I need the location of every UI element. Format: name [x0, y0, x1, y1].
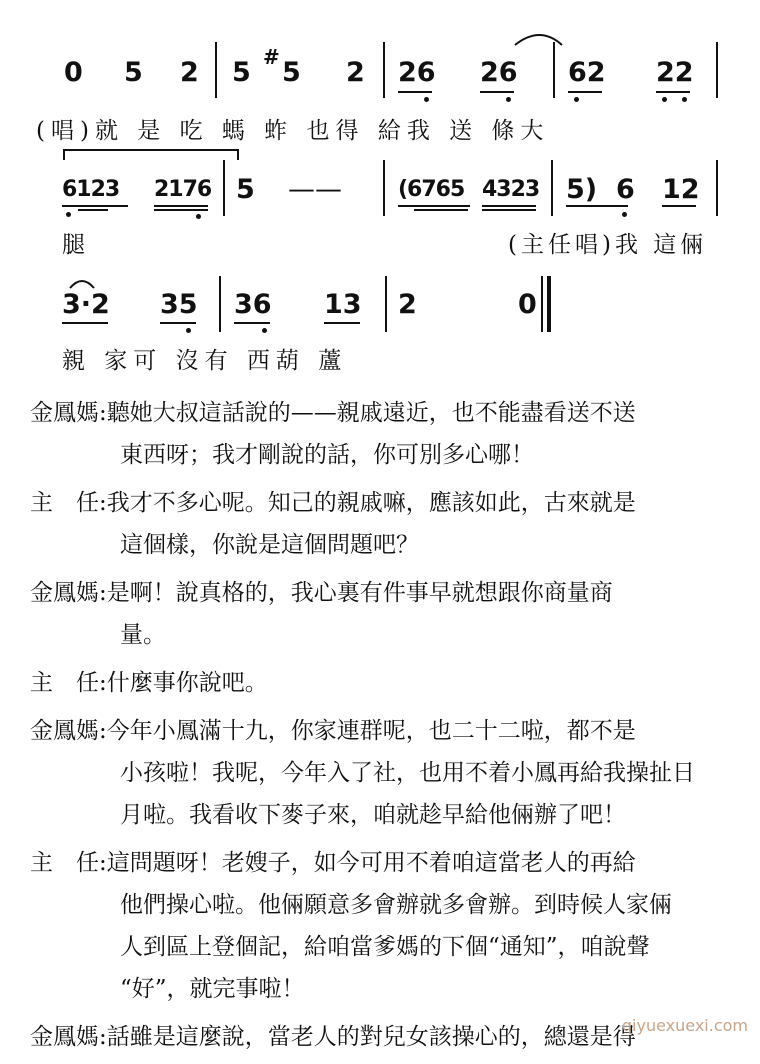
- dialogue-line: [30, 662, 730, 704]
- dialogue-text: 這個樣，你說是這個問題吧？: [120, 532, 419, 558]
- dialogue-text: 聽她大叔這話說的——親戚遠近，也不能盡看送不送: [106, 400, 636, 426]
- note: 22: [656, 57, 694, 88]
- bracket: [64, 150, 238, 160]
- note: 4323: [482, 177, 540, 202]
- dialogue-line: [30, 884, 730, 926]
- dialogue-line: [30, 524, 730, 566]
- dialogue-text: 量。: [120, 622, 166, 648]
- dialogue-text: 我才不多心呢。知己的親戚嘛，應該如此，古來就是: [106, 490, 636, 516]
- note: 2: [180, 57, 199, 88]
- dialogue-line: [30, 434, 730, 476]
- dialogue-line: [30, 968, 730, 1010]
- dialogue-line: [30, 752, 730, 794]
- dialogue-text: 他們操心啦。他倆願意多會辦就多會辦。到時候人家倆: [120, 892, 672, 918]
- note: 3·2: [62, 289, 110, 320]
- note: 26: [480, 57, 518, 88]
- lyrics-line: (唱)就 是 吃 螞 蚱 也得 給我 送 條大: [36, 118, 550, 144]
- watermark: qiyuexuexi.com: [621, 1016, 748, 1035]
- dialogue-text: 是啊！說真格的，我心裏有件事早就想跟你商量商: [106, 580, 613, 606]
- note: 62: [568, 57, 606, 88]
- note: 2: [346, 57, 365, 88]
- speaker-name: 主 任:: [30, 490, 107, 516]
- dialogue-paragraph: [30, 710, 730, 836]
- note: 36: [234, 289, 272, 320]
- note: 26: [398, 57, 436, 88]
- dash: ——: [288, 174, 342, 205]
- dialogue-paragraph: [30, 392, 730, 476]
- dialogue-line: [30, 710, 730, 752]
- speaker-name: 主 任:: [30, 850, 107, 876]
- note: 2: [398, 289, 417, 320]
- note: 0: [64, 57, 83, 88]
- slur: [515, 35, 562, 45]
- dialogue-text: 什麼事你說吧。: [106, 670, 268, 696]
- lyrics-line: 腿: [62, 232, 91, 258]
- speaker-name: 金鳳媽:: [30, 400, 107, 426]
- dialogue-text: 東西呀；我才剛說的話，你可別多心哪！: [120, 442, 534, 468]
- slur: [70, 281, 94, 288]
- note: 0: [518, 289, 537, 320]
- dialogue-text: 今年小鳳滿十九，你家連群呢，也二十二啦，都不是: [106, 718, 636, 744]
- lyrics-line: (主任唱)我 這倆: [508, 232, 708, 258]
- dialogue: [30, 392, 730, 1064]
- dialogue-line: [30, 482, 730, 524]
- note: 13: [324, 289, 362, 320]
- dialogue-paragraph: [30, 482, 730, 566]
- speaker-name: 主 任:: [30, 670, 107, 696]
- dialogue-line: [30, 842, 730, 884]
- dialogue-text: 人到區上登個記，給咱當爹媽的下個“通知”，咱說聲: [120, 934, 650, 960]
- note: 5: [236, 174, 255, 205]
- note: 2176: [154, 177, 212, 202]
- dialogue-text: 這問題呀！老嫂子，如今可用不着咱這當老人的再給: [106, 850, 636, 876]
- note: 5: [232, 57, 251, 88]
- dialogue-line: [30, 572, 730, 614]
- dialogue-paragraph: [30, 842, 730, 1010]
- dialogue-text: 月啦。我看收下麥子來，咱就趁早給他倆辦了吧！: [120, 802, 626, 828]
- dialogue-text: 話雖是這麼說，當老人的對兒女該操心的，總還是得: [106, 1024, 636, 1050]
- speaker-name: 金鳳媽:: [30, 718, 107, 744]
- note: (6765: [398, 177, 465, 202]
- dialogue-line: [30, 794, 730, 836]
- dialogue-paragraph: [30, 572, 730, 656]
- score-markings: [0, 0, 760, 400]
- note: 35: [160, 289, 198, 320]
- lyrics-line: 親 家可 沒有 西葫 蘆: [62, 348, 348, 374]
- note: 5: [282, 57, 301, 88]
- dialogue-text: “好”，就完事啦！: [120, 976, 305, 1002]
- dialogue-line: [30, 614, 730, 656]
- note: 6: [616, 174, 635, 205]
- dialogue-line: [30, 392, 730, 434]
- speaker-name: 金鳳媽:: [30, 1024, 107, 1050]
- dialogue-text: 小孩啦！我呢，今年入了社，也用不着小鳳再給我操扯日: [120, 760, 695, 786]
- note: 5: [124, 57, 143, 88]
- sharp-sign: #: [263, 45, 280, 69]
- dialogue-paragraph: [30, 662, 730, 704]
- note: 5): [566, 174, 598, 205]
- note: 6123: [62, 177, 120, 202]
- note: 12: [662, 174, 700, 205]
- speaker-name: 金鳳媽:: [30, 580, 107, 606]
- dialogue-line: [30, 926, 730, 968]
